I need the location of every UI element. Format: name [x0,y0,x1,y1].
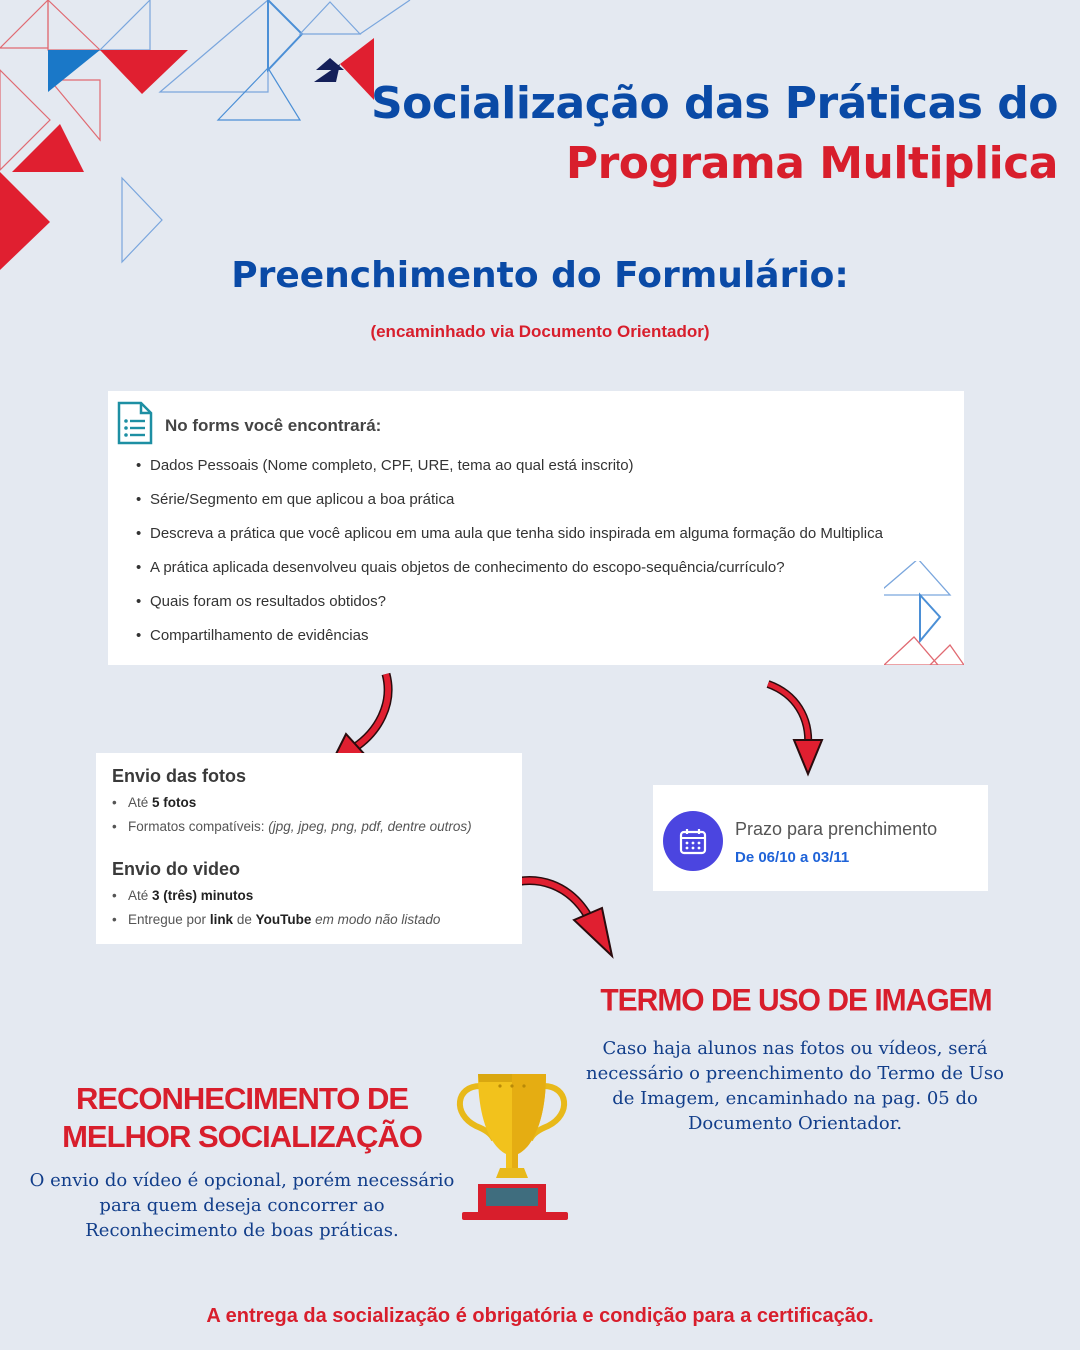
list-item: • Descreva a prática que você aplicou em uma aula que tenha sido inspirada em alguma formação do Multiplica [136,525,883,542]
photos-list [112,795,472,843]
photos-heading: Envio das fotos [112,766,247,786]
deadline-dates: De 06/10 a 03/11 [735,849,850,866]
recognition-title-line2: MELHOR SOCIALIZAÇÃO [62,1119,422,1154]
footer-note: A entrega da socialização é obrigatória e condição para a certificação. [206,1305,874,1327]
recognition-title [30,1080,454,1156]
recognition-title-line1: RECONHECIMENTO DE [75,1081,409,1116]
list-item: • A prática aplicada desenvolveu quais objetos de conhecimento do escopo-sequência/currículo? [136,559,785,576]
list-item: • Compartilhamento de evidências [136,627,369,644]
video-heading: Envio do video [112,859,241,879]
decorative-triangles [0,0,420,280]
calendar-icon [679,827,707,855]
video-list [112,888,440,936]
termo-text: Caso haja alunos nas fotos ou vídeos, será necessário o preenchimento do Termo de Uso de Imagem, encaminhado na pag. 05 do Documento Orientador. [586,1038,1004,1134]
list-item: • Até 3 (três) minutos [112,888,254,903]
recognition-text: O envio do vídeo é opcional, porém necessário para quem deseja concorrer ao Reconhecimento de boas práticas. [29,1170,455,1241]
list-item: • Entregue por link de YouTube em modo não listado [112,912,441,927]
deadline-card [653,785,988,891]
document-list-icon [117,401,153,445]
calendar-icon-circle [663,811,723,871]
section-subtitle: (encaminhado via Documento Orientador) [370,322,710,341]
card-decorative-triangles [884,561,964,665]
forms-card [108,391,964,665]
list-item: • Formatos compatíveis: (jpg, jpeg, png, pdf, dentre outros) [112,819,472,834]
list-item: • Dados Pessoais (Nome completo, CPF, URE, tema ao qual está inscrito) [136,457,634,474]
arrow-to-deadline-icon [760,678,830,778]
termo-title: TERMO DE USO DE IMAGEM [600,983,992,1018]
photos-video-card [96,753,522,944]
list-item: • Série/Segmento em que aplicou a boa prática [136,491,455,508]
forms-heading: No forms você encontrará: [165,416,382,435]
page-title-line2: Programa Multiplica [565,138,1058,189]
list-item: • Quais foram os resultados obtidos? [136,593,386,610]
page-title-line1: Socialização das Práticas do [370,78,1058,129]
deadline-label: Prazo para prenchimento [735,819,938,839]
list-item: • Até 5 fotos [112,795,197,810]
forms-list [136,457,883,661]
trophy-icon [452,1068,572,1224]
section-title: Preenchimento do Formulário: [231,255,849,296]
